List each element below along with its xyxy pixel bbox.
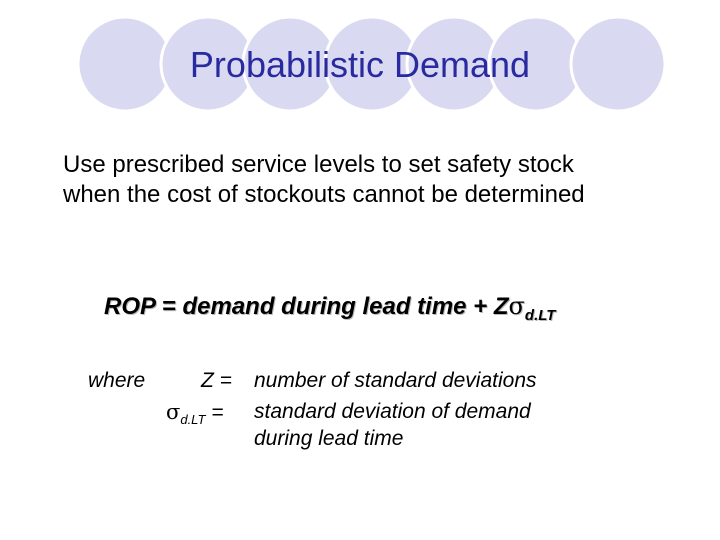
- z-definition: number of standard deviations: [254, 369, 537, 392]
- sigma-label-subscript: d.LT: [180, 412, 206, 427]
- where-label: where: [88, 369, 146, 392]
- formula-subscript: d.LT: [524, 307, 556, 324]
- sigma-label-symbol: σ: [166, 400, 181, 424]
- formula-text: ROP = demand during lead time + Z: [104, 293, 509, 320]
- sigma-definition-line1: standard deviation of demand: [254, 400, 531, 423]
- z-label: Z =: [201, 369, 232, 392]
- sigma-symbol: σ: [508, 292, 525, 320]
- sigma-label: [166, 400, 224, 425]
- sigma-definition-line2: during lead time: [254, 427, 404, 450]
- slide-title: Probabilistic Demand: [189, 44, 531, 85]
- body-text: Use prescribed service levels to set safety stock when the cost of stockouts cannot be determined: [63, 151, 585, 208]
- sigma-label-equals: =: [205, 401, 224, 424]
- rop-formula: [104, 292, 556, 324]
